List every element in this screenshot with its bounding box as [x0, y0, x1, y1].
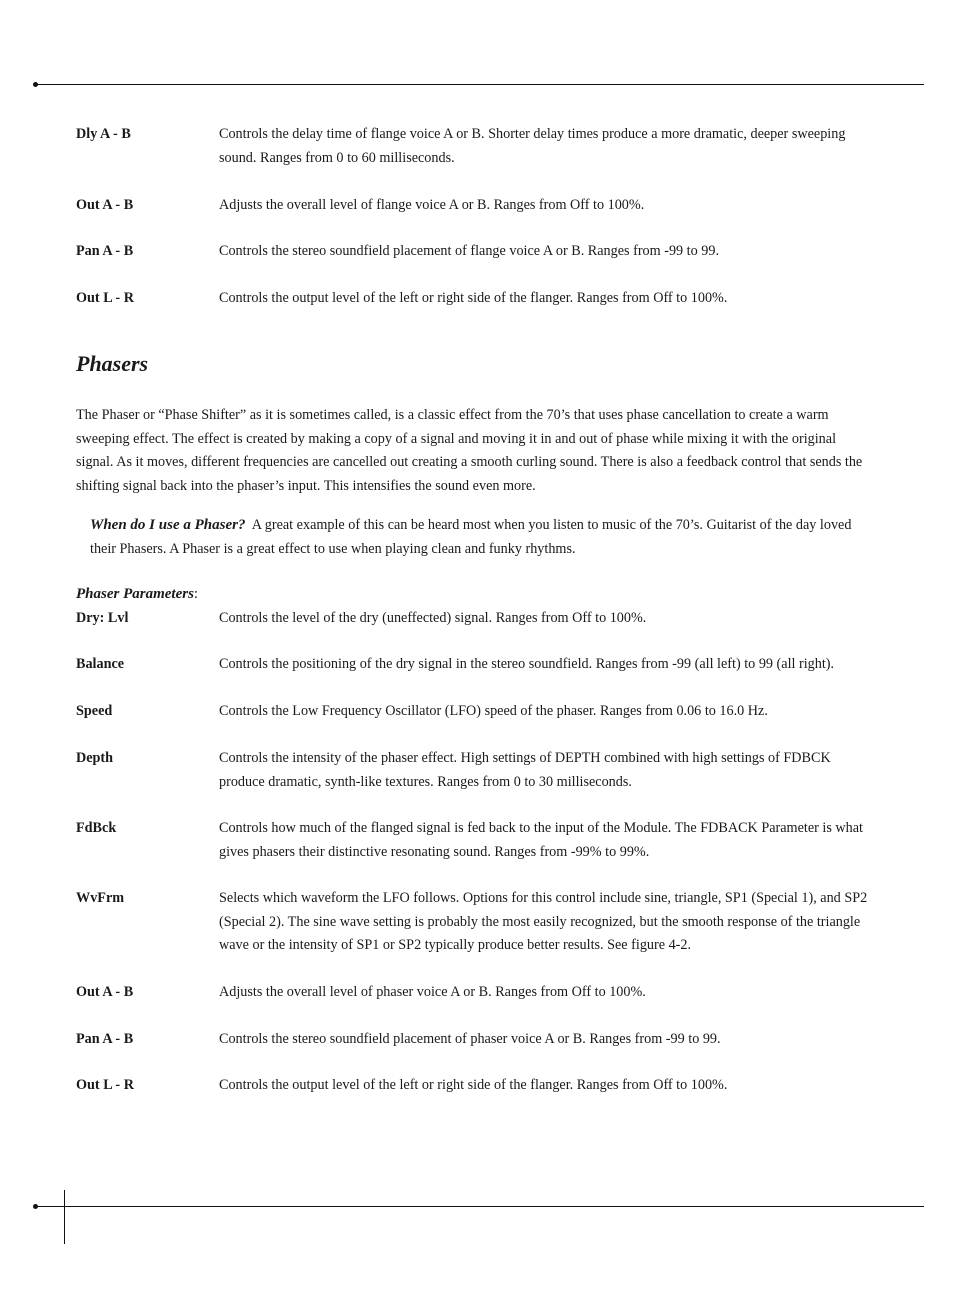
param-desc: Controls the level of the dry (uneffected) signal. Ranges from Off to 100%.	[219, 610, 647, 626]
param-desc: Controls the output level of the left or right side of the flanger. Ranges from Off to 100%.	[219, 290, 728, 306]
usage-question: When do I use a Phaser?	[90, 517, 246, 533]
param-term: Out A - B	[76, 984, 134, 1000]
param-term: Dly A - B	[76, 126, 131, 142]
param-term: Out L - R	[76, 1077, 134, 1093]
params-title: Phaser Parameters	[76, 586, 194, 602]
param-term: FdBck	[76, 820, 117, 836]
param-desc: Adjusts the overall level of phaser voice A or B. Ranges from Off to 100%.	[219, 984, 646, 1000]
param-desc: Adjusts the overall level of flange voice A or B. Ranges from Off to 100%.	[219, 197, 645, 213]
param-term: Dry: Lvl	[76, 610, 129, 626]
param-desc: Controls how much of the flanged signal is fed back to the input of the Module. The FDBACK Parameter is what gives phasers their distinctive resonating sound. Ranges from -99% to 99%.	[219, 820, 863, 860]
param-term: Pan A - B	[76, 243, 134, 259]
usage-note	[90, 513, 876, 561]
param-term: WvFrm	[76, 890, 125, 906]
param-term: Pan A - B	[76, 1031, 134, 1047]
param-term: Depth	[76, 750, 114, 766]
intro-paragraph: The Phaser or “Phase Shifter” as it is sometimes called, is a classic effect from the 70’s that uses phase cancellation to create a warm sweeping effect. The effect is created by making a copy of a signal and moving it in and out of phase while mixing it with the original signal. As it moves, different frequencies are cancelled out creating a smooth curling sound. There is also a feedback control that sends the shifting signal back into the phaser’s input. This intensifies the sound even more.	[76, 407, 863, 494]
section-heading: Phasers	[76, 351, 149, 376]
top-rule	[36, 84, 924, 85]
param-desc: Selects which waveform the LFO follows. Options for this control include sine, triangle, SP1 (Special 1), and SP2 (Special 2). The sine wave setting is probably the most easily recognized, but the smooth response of the triangle wave or the intensity of SP1 or SP2 typically produce better results. See figure 4-2.	[219, 890, 868, 953]
param-desc: Controls the output level of the left or right side of the flanger. Ranges from Off to 100%.	[219, 1077, 728, 1093]
param-desc: Controls the delay time of flange voice A or B. Shorter delay times produce a more dramatic, deeper sweeping sound. Ranges from 0 to 60 milliseconds.	[219, 126, 846, 166]
param-desc: Controls the Low Frequency Oscillator (LFO) speed of the phaser. Ranges from 0.06 to 16.0 Hz.	[219, 703, 768, 719]
param-term: Out L - R	[76, 290, 134, 306]
usage-answer: A great example of this can be heard most when you listen to music of the 70’s. Guitarist of the day loved their Phasers. A Phaser is a great effect to use when playing clean and funky rhythms.	[90, 517, 852, 557]
margin-vertical-rule	[64, 1190, 65, 1244]
param-term: Speed	[76, 703, 113, 719]
param-desc: Controls the stereo soundfield placement of flange voice A or B. Ranges from -99 to 99.	[219, 243, 719, 259]
param-desc: Controls the stereo soundfield placement of phaser voice A or B. Ranges from -99 to 99.	[219, 1031, 721, 1047]
param-desc: Controls the intensity of the phaser effect. High settings of DEPTH combined with high settings of FDBCK produce dramatic, synth-like textures. Ranges from 0 to 30 milliseconds.	[219, 750, 831, 790]
param-term: Balance	[76, 656, 125, 672]
bottom-rule	[36, 1206, 924, 1207]
params-colon: :	[193, 586, 199, 602]
bottom-rule-dot	[33, 1204, 38, 1209]
param-term: Out A - B	[76, 197, 134, 213]
top-rule-dot	[33, 82, 38, 87]
params-heading	[76, 583, 198, 605]
param-desc: Controls the positioning of the dry signal in the stereo soundfield. Ranges from -99 (all left) to 99 (all right).	[219, 656, 835, 672]
